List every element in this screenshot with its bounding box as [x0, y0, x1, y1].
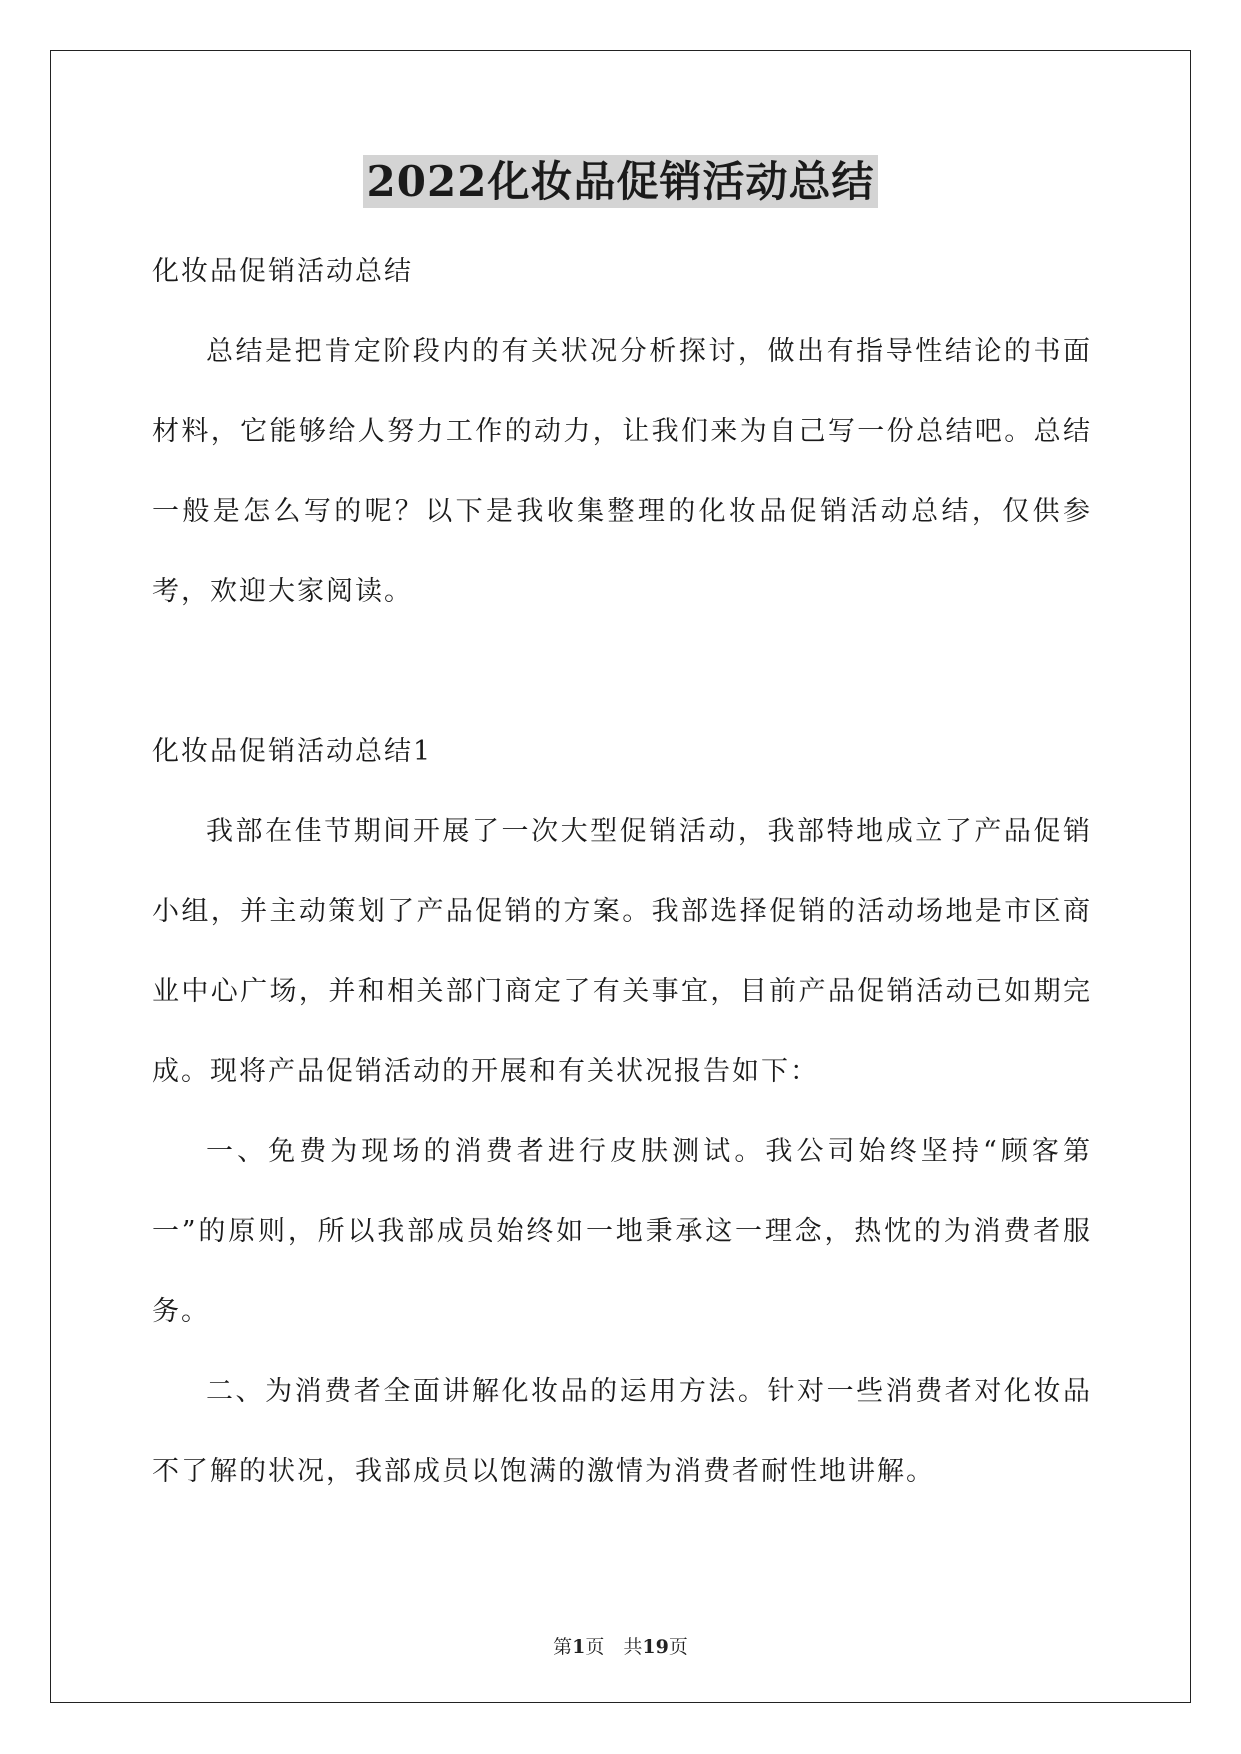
document-title-text: 2022化妆品促销活动总结 [363, 155, 879, 208]
body-paragraph: 我部在佳节期间开展了一次大型促销活动，我部特地成立了产品促销小组，并主动策划了产品促销的方案。我部选择促销的活动场地是市区商业中心广场，并和相关部门商定了有关事宜，目前产品促销活动已如期完成。现将产品促销活动的开展和有关状况报告如下： [152, 816, 1092, 1087]
document-subtitle: 化妆品促销活动总结 [152, 256, 413, 287]
section-gap [152, 632, 1092, 712]
section-heading: 化妆品促销活动总结1 [152, 736, 433, 767]
page-prefix: 第 [553, 1636, 573, 1658]
body-paragraph: 一、免费为现场的消费者进行皮肤测试。我公司始终坚持“顾客第一”的原则，所以我部成员始终如一地秉承这一理念，热忱的为消费者服务。 [152, 1136, 1092, 1327]
document-body [152, 232, 1092, 1512]
intro-paragraph: 总结是把肯定阶段内的有关状况分析探讨，做出有指导性结论的书面材料，它能够给人努力工作的动力，让我们来为自己写一份总结吧。总结一般是怎么写的呢？以下是我收集整理的化妆品促销活动总结，仅供参考，欢迎大家阅读。 [152, 336, 1092, 607]
page-total: 19 [642, 1636, 669, 1658]
page-suffix: 页 [668, 1636, 688, 1658]
page-current: 1 [572, 1636, 586, 1658]
page-mid: 页 共 [585, 1636, 643, 1658]
document-title [0, 152, 1241, 212]
page-footer [0, 1632, 1241, 1659]
body-paragraph: 二、为消费者全面讲解化妆品的运用方法。针对一些消费者对化妆品不了解的状况，我部成员以饱满的激情为消费者耐性地讲解。 [152, 1376, 1092, 1487]
